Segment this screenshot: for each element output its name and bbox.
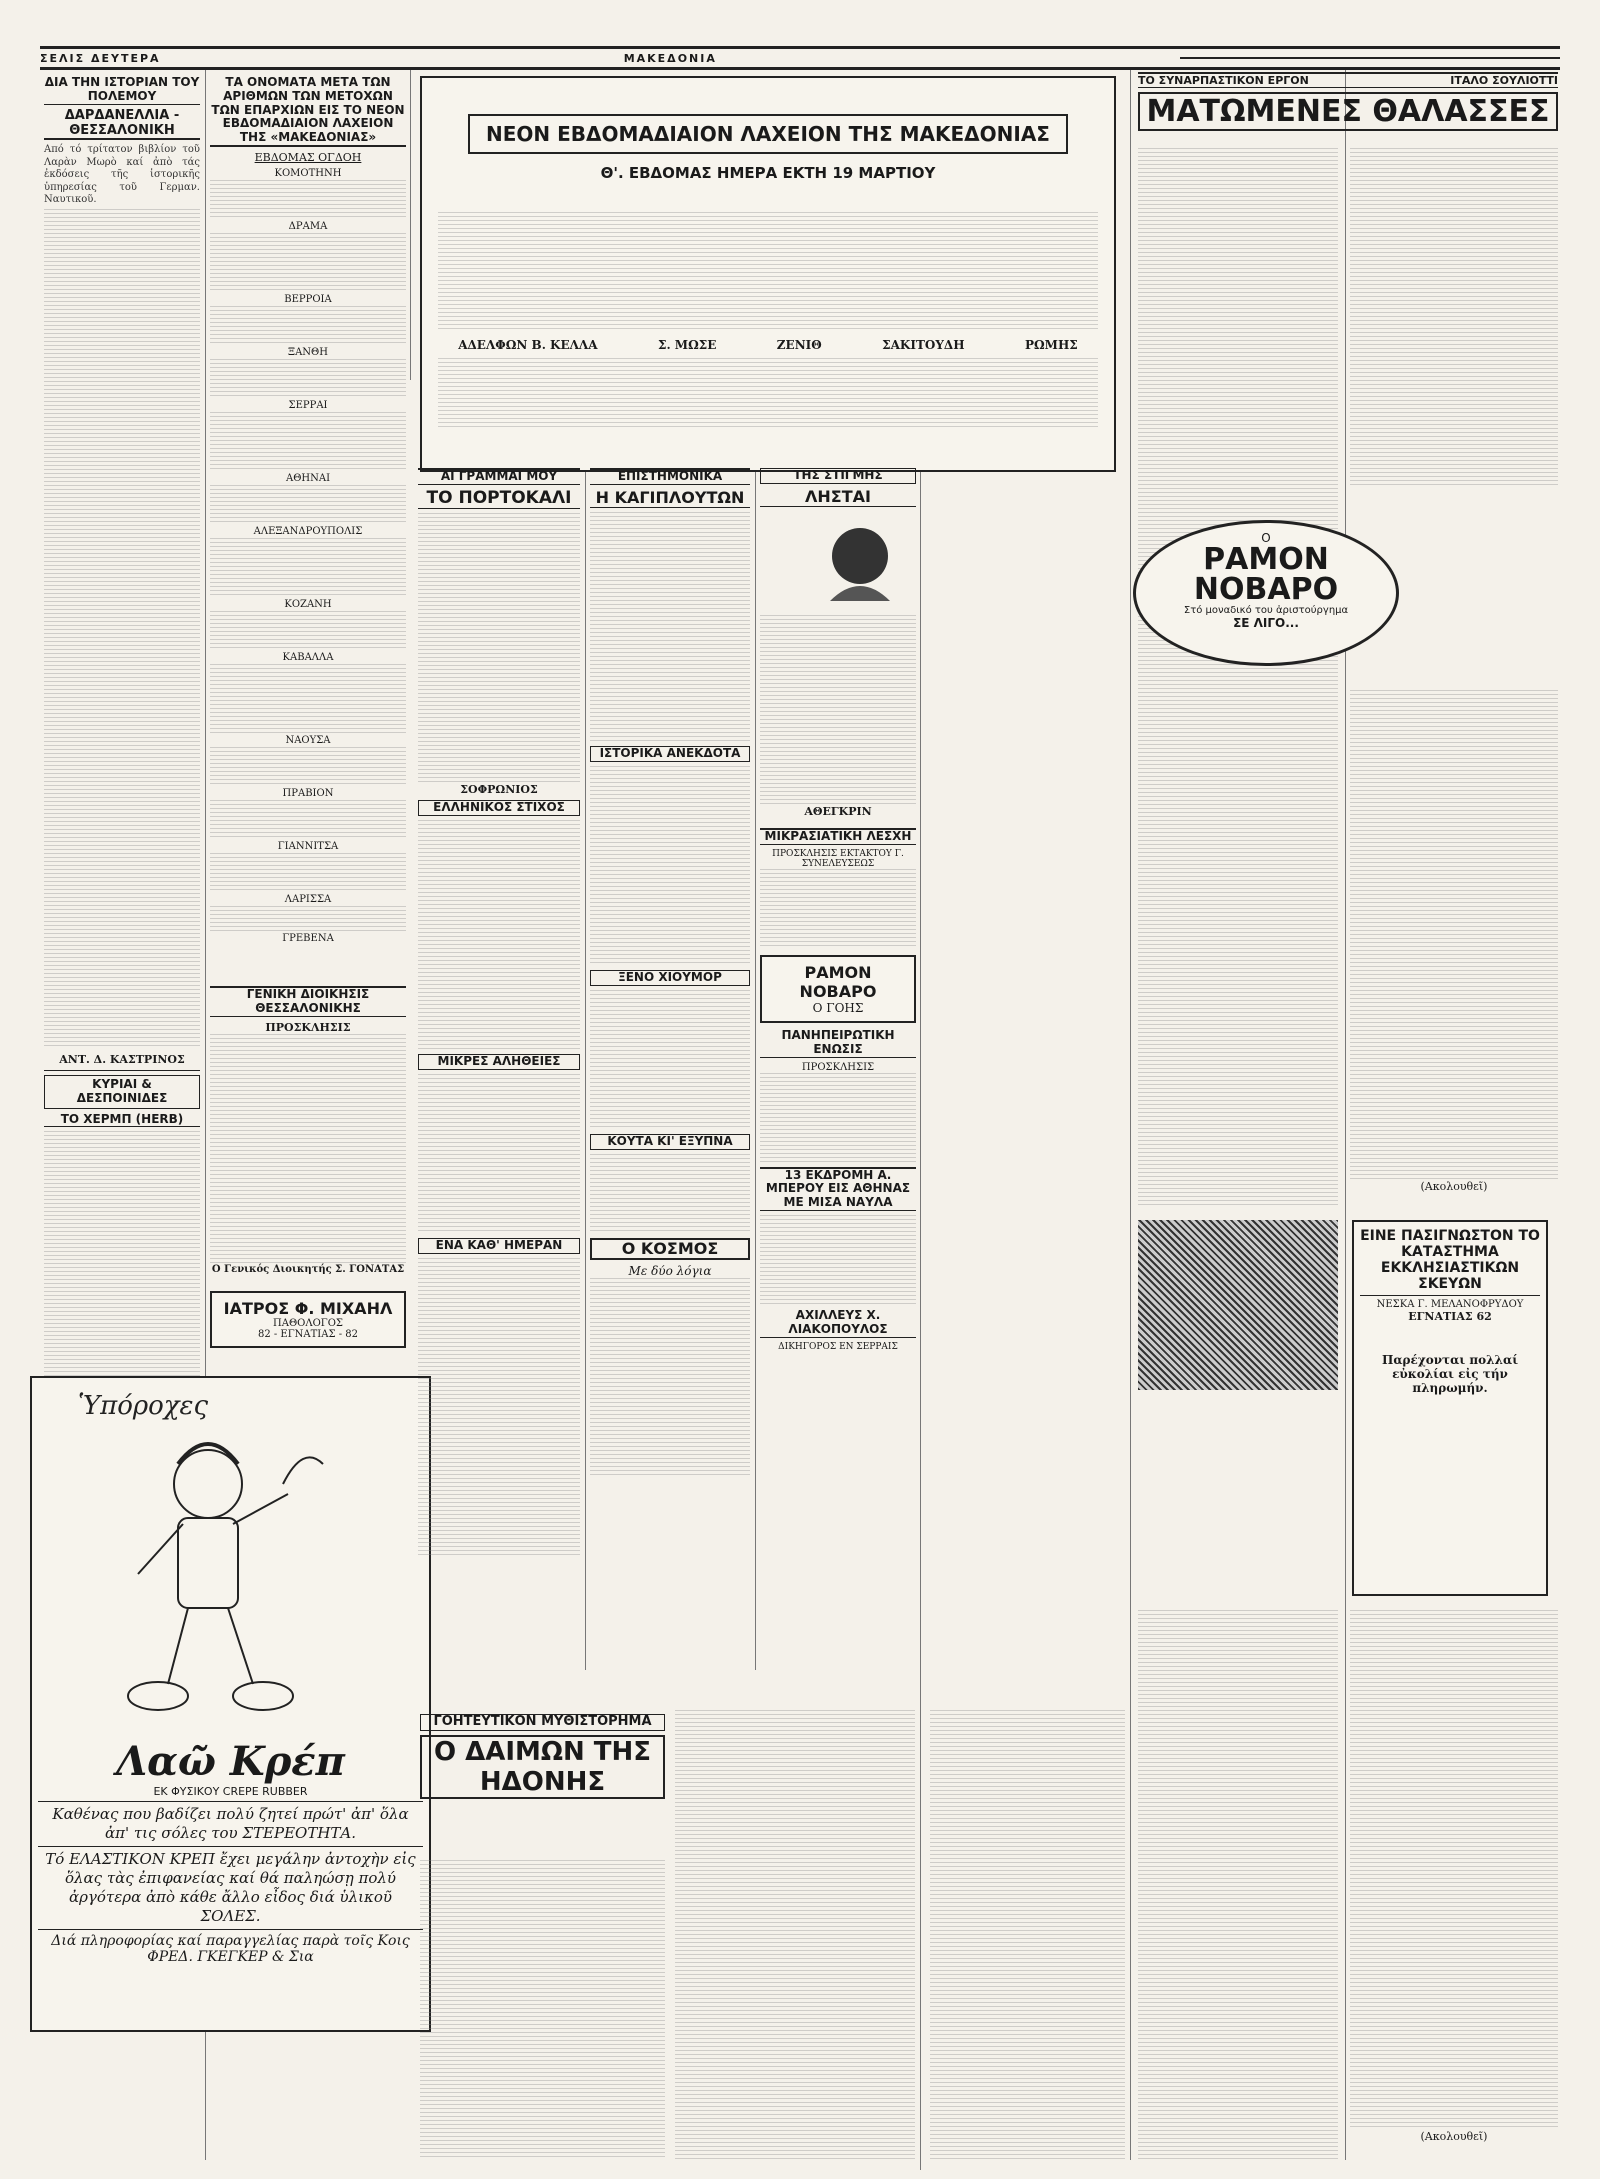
store-owner: ΝΕΣΚΑ Γ. ΜΕΛΑΝΟΦΡΥΔΟΥ (1376, 1299, 1524, 1310)
column-rule (585, 470, 586, 1670)
notice (210, 982, 406, 1340)
store-ad-area (1138, 1220, 1548, 1600)
town-name: ΣΕΡΡΑΙ (288, 399, 328, 411)
bottom-serial-text-b (675, 1710, 915, 2160)
article-signature: ΣΟΦΡΩΝΙΟΣ (460, 783, 538, 797)
shop-name: ΡΩΜΗΣ (1024, 338, 1078, 352)
town-name: ΚΟΖΑΝΗ (284, 598, 332, 610)
section-header: ΠΑΝΗΠΕΙΡΩΤΙΚΗ ΕΝΩΣΙΣ (760, 1029, 916, 1058)
column-rule (1130, 70, 1131, 2160)
article-body-text (418, 1074, 580, 1234)
column-4 (590, 464, 750, 1694)
ad-title: ΡΑΜΟΝ ΝΟΒΑΡΟ (799, 962, 877, 1001)
article-body-text (590, 766, 750, 966)
column-5 (760, 464, 916, 1694)
column-rule (1345, 70, 1346, 2160)
section-header: ΙΣΤΟΡΙΚΑ ΑΝΕΚΔΟΤΑ (590, 746, 750, 762)
article-body-text (590, 990, 750, 1130)
town-name: ΑΛΕΞΑΝΔΡΟΥΠΟΛΙΣ (253, 525, 363, 537)
article-signature: ΑΘΕΓΚΡΙΝ (804, 805, 872, 819)
section-header: ΜΙΚΡΕΣ ΑΛΗΘΕΙΕΣ (418, 1054, 580, 1070)
section-header: ΜΙΚΡΑΣΙΑΤΙΚΗ ΛΕΣΧΗ (760, 828, 916, 845)
bottom-serial-text-d (1138, 1610, 1338, 2160)
section-subtitle: ΠΡΟΣΚΛΗΣΙΣ (801, 1061, 875, 1073)
lottery-week: ΕΒΔΟΜΑΣ ΟΓΔΟΗ (254, 150, 362, 164)
bottom-serial-text-e (1350, 1610, 1558, 2160)
section-header: ΕΝΑ ΚΑΘ' ΗΜΕΡΑΝ (418, 1238, 580, 1254)
ad-kicker: ΚΥΡΙΑΙ & ΔΕΣΠΟΙΝΙΔΕΣ (44, 1075, 200, 1109)
notice-title: ΓΕΝΙΚΗ ΔΙΟΙΚΗΣΙΣ ΘΕΣΣΑΛΟΝΙΚΗΣ (210, 986, 406, 1017)
serial-author: ΙΤΑΛΟ ΣΟΥΛΙΟΤΤΙ (1450, 74, 1558, 87)
article-body-text (760, 1073, 916, 1163)
serial-kicker: ΤΟ ΣΥΝΑΡΠΑΣΤΙΚΟΝ ΕΡΓΟΝ (1138, 74, 1309, 87)
lottery-list-title: ΤΑ ΟΝΟΜΑΤΑ ΜΕΤΑ ΤΩΝ ΑΡΙΘΜΩΝ ΤΩΝ ΜΕΤΟΧΩΝ ΤΩΝ ΕΠΑΡΧΙΩΝ ΕΙΣ ΤΟ ΝΕΟΝ ΕΒΔΟΜΑΔΙΑΙΟΝ ΛΑΧΕΙΟΝ ΤΗΣ «ΜΑΚΕΔΟΝΙΑΣ» (210, 76, 406, 147)
serial-col-a (1138, 148, 1338, 1208)
novarro-ad (1133, 520, 1413, 670)
store-title: ΕΙΝΕ ΠΑΣΙΓΝΩΣΤΟΝ ΤΟ ΚΑΤΑΣΤΗΜΑ ΕΚΚΛΗΣΙΑΣΤΙΚΩΝ ΣΚΕΥΩΝ (1360, 1228, 1540, 1292)
section-subtitle: ΠΡΟΣΚΛΗΣΙΣ ΕΚΤΑΚΤΟΥ Γ. ΣΥΝΕΛΕΥΣΕΩΣ (772, 848, 904, 869)
section-header: ΕΠΙΣΤΗΜΟΝΙΚΑ (590, 468, 750, 485)
shoe-boy-illustration (38, 1384, 408, 1744)
lottery-day: Θ'. ΕΒΔΟΜΑΣ ΗΜΕΡΑ ΕΚΤΗ 19 ΜΑΡΤΙΟΥ (600, 164, 936, 182)
bottom-serial-text-a (420, 1860, 665, 2160)
column-rule (920, 470, 921, 2170)
ad-subtitle: Ο ΓΟΗΣ (812, 1000, 864, 1015)
svg-text:Ὑπόροχες: Ὑπόροχες (78, 1391, 209, 1421)
lottery-box (420, 76, 1116, 472)
bottom-serial-text-c (930, 1710, 1125, 2160)
shop-name: ΖΕΝΙΘ (776, 338, 822, 352)
section-subtitle: Με δύο λόγια (628, 1263, 712, 1278)
section-header: ΞΕΝΟ ΧΙΟΥΜΟΡ (590, 970, 750, 986)
section-header: ΚΟΥΤΑ ΚΙ' ΕΞΥΠΝΑ (590, 1134, 750, 1150)
section-header: ΤΗΣ ΣΤΙΓΜΗΣ (760, 468, 916, 484)
column-rule (755, 470, 756, 1670)
article-title: Η ΚΑΓΙΠΛΟΥΤΩΝ (590, 489, 750, 508)
store-address: ΕΓΝΑΤΙΑΣ 62 (1408, 1310, 1492, 1323)
ad-product: ΤΟ ΧΕΡΜΠ (HERB) (44, 1113, 200, 1128)
ad-contact: Διά πληροφορίας καί παραγγελίας παρὰ τοῖς Κοις ΦΡΕΔ. ΓΚΕΓΚΕΡ & Σια (51, 1933, 410, 1965)
notice-subtitle: ΠΡΟΣΚΛΗΣΙΣ (265, 1020, 351, 1034)
ad-slogan: Καθένας που βαδίζει πολύ ζητεί πρώτ' ἀπ' ὅλα ἀπ' τις σόλες του ΣΤΕΡΕΟΤΗΤΑ. (52, 1805, 409, 1842)
article-title: ΔΑΡΔΑΝΕΛΛΙΑ - ΘΕΣΣΑΛΟΝΙΚΗ (44, 109, 200, 141)
town-name: ΞΑΝΘΗ (288, 346, 328, 358)
column-3 (418, 464, 580, 1694)
article-body-text (760, 1215, 916, 1305)
town-name: ΑΘΗΝΑΙ (285, 472, 331, 484)
shoe-ad (30, 1376, 431, 2032)
town-name: ΠΡΑΒΙΟΝ (282, 787, 334, 799)
lottery-intro (438, 212, 1098, 332)
page-label: ΣΕΛΙΣ ΔΕΥΤΕΡΑ (40, 51, 161, 65)
store-ad (1352, 1220, 1548, 1596)
town-name: ΔΡΑΜΑ (288, 220, 328, 232)
article-body-text (44, 209, 200, 1049)
article-body-text (760, 615, 916, 805)
shop-name: Σ. ΜΩΣΕ (657, 338, 717, 352)
lottery-details (438, 358, 1098, 428)
town-name: ΚΑΒΑΛΛΑ (282, 651, 334, 663)
ad-body: Τό ΕΛΑΣΤΙΚΟΝ ΚΡΕΠ ἔχει μεγάλην ἀντοχὴν εἰς ὅλας τὰς ἐπιφανείας καί θά παληώσῃ πολύ ἀργότερα ἀπὸ κάθε ἄλλο εἶδος διά ὑλικοῦ ΣΟΛΕΣ. (45, 1850, 416, 1925)
doctor-role: ΠΑΘΟΛΟΓΟΣ (273, 1317, 343, 1329)
masthead (40, 46, 1560, 70)
article-signature: ΑΝΤ. Δ. ΚΑΣΤΡΙΝΟΣ (59, 1052, 185, 1066)
article-kicker: ΔΙΑ ΤΗΝ ΙΣΤΟΡΙΑΝ ΤΟΥ ΠΟΛΕΜΟΥ (44, 75, 200, 103)
section-header: Ο ΚΟΣΜΟΣ (590, 1238, 750, 1260)
doctor-address: 82 - ΕΓΝΑΤΙΑΣ - 82 (257, 1328, 359, 1340)
column-rule (410, 70, 411, 380)
article-title: ΤΟ ΠΟΡΤΟΚΑΛΙ (418, 489, 580, 510)
article-title: ΛΗΣΤΑΙ (760, 488, 916, 507)
lottery-title: ΝΕΟΝ ΕΒΔΟΜΑΔΙΑΙΟΝ ΛΑΧΕΙΟΝ ΤΗΣ ΜΑΚΕΔΟΝΙΑΣ (468, 114, 1068, 154)
article-lead: Από τό τρίτατον βιβλίον τοῦ Λαρὰν Μωρὸ καί ἀπὸ τάς ἐκδόσεις τῆς ἱστορικῆς ὑπηρεσίας τοῦ Γερμαν. Ναυτικοῦ. (44, 144, 200, 206)
town-name: ΓΡΕΒΕΝΑ (282, 932, 334, 944)
notice-body (210, 1034, 406, 1264)
continued-note: (Ακολουθεῖ) (1420, 2130, 1488, 2143)
notice-signature: Ο Γενικός Διοικητής Σ. ΓΟΝΑΤΑΣ (211, 1263, 405, 1275)
masthead-right-rule (1180, 57, 1560, 59)
brand-logo: Λαῶ Κρέπ (116, 1738, 345, 1785)
lawyer-title: ΔΙΚΗΓΟΡΟΣ ΕΝ ΣΕΡΡΑΙΣ (778, 1341, 898, 1352)
ad-soon: ΣΕ ΛΙΓΟ... (1233, 616, 1299, 630)
lawyer-name: ΑΧΙΛΛΕΥΣ Χ. ΛΙΑΚΟΠΟΥΛΟΣ (760, 1309, 916, 1338)
ad-caption: ΕΚ ΦΥΣΙΚΟΥ CREPE RUBBER (153, 1785, 308, 1798)
article-body-text (590, 1278, 750, 1478)
store-note: Παρέχονται πολλαί εὐκολίαι εἰς τήν πληρωμήν. (1381, 1353, 1518, 1395)
article-body-text (418, 820, 580, 1050)
ad-subtitle: Στό μοναδικό του ἀριστούργημα (1183, 605, 1349, 616)
ad-actor-name: ΡΑΜΟΝ ΝΟΒΑΡΟ (1193, 542, 1339, 607)
doctor-name: ΙΑΤΡΟΣ Φ. ΜΙΧΑΗΛ (223, 1298, 393, 1318)
ad-body-text (44, 1131, 200, 1391)
serial-title: Ο ΔΑΙΜΩΝ ΤΗΣ ΗΔΟΝΗΣ (420, 1735, 665, 1799)
shop-name: ΣΑΚΙΤΟΥΔΗ (882, 338, 965, 352)
serial-kicker: ΓΟΗΤΕΥΤΙΚΟΝ ΜΥΘΙΣΤΟΡΗΜΑ (420, 1714, 665, 1731)
serial-col-c (1350, 690, 1558, 1210)
serial-header (1138, 72, 1558, 142)
town-list (210, 167, 406, 945)
paper-name: ΜΑΚΕΔΟΝΙΑ (623, 51, 717, 65)
serial-title: ΜΑΤΩΜΕΝΕΣ ΘΑΛΑΣΣΕΣ (1138, 92, 1558, 131)
section-header: 13 ΕΚΔΡΟΜΗ Α. ΜΠΕΡΟΥ ΕΙΣ ΑΘΗΝΑΣ ΜΕ ΜΙΣΑ ΝΑΥΛΑ (760, 1167, 916, 1211)
article-body-text (590, 512, 750, 742)
article-body-text (590, 1154, 750, 1234)
town-name: ΚΟΜΟΤΗΝΗ (274, 167, 342, 179)
article-body-text (760, 869, 916, 949)
bottom-serial-header (420, 1710, 665, 1850)
continued-note: (Ακολουθεῖ) (1420, 1180, 1488, 1193)
ad-article: Ο (1261, 531, 1271, 545)
town-name: ΒΕΡΡΟΙΑ (284, 293, 332, 305)
portrait-illustration (760, 511, 910, 611)
section-header: ΑΙ ΓΡΑΜΜΑΙ ΜΟΥ (418, 468, 580, 485)
engraving-illustration (1138, 1220, 1338, 1390)
town-name: ΛΑΡΙΣΣΑ (284, 893, 332, 905)
doctor-ad (210, 1291, 406, 1348)
article-body-text (418, 1258, 580, 1558)
novarro-small-ad (760, 955, 916, 1023)
article-body-text (418, 513, 580, 783)
town-name: ΝΑΟΥΣΑ (285, 734, 331, 746)
lottery-shop-names (428, 338, 1108, 352)
town-name: ΓΙΑΝΝΙΤΣΑ (277, 840, 339, 852)
serial-col-b (1350, 148, 1558, 488)
section-header: ΕΛΛΗΝΙΚΟΣ ΣΤΙΧΟΣ (418, 800, 580, 816)
shop-name: ΑΔΕΛΦΩΝ Β. ΚΕΛΛΑ (458, 338, 598, 352)
